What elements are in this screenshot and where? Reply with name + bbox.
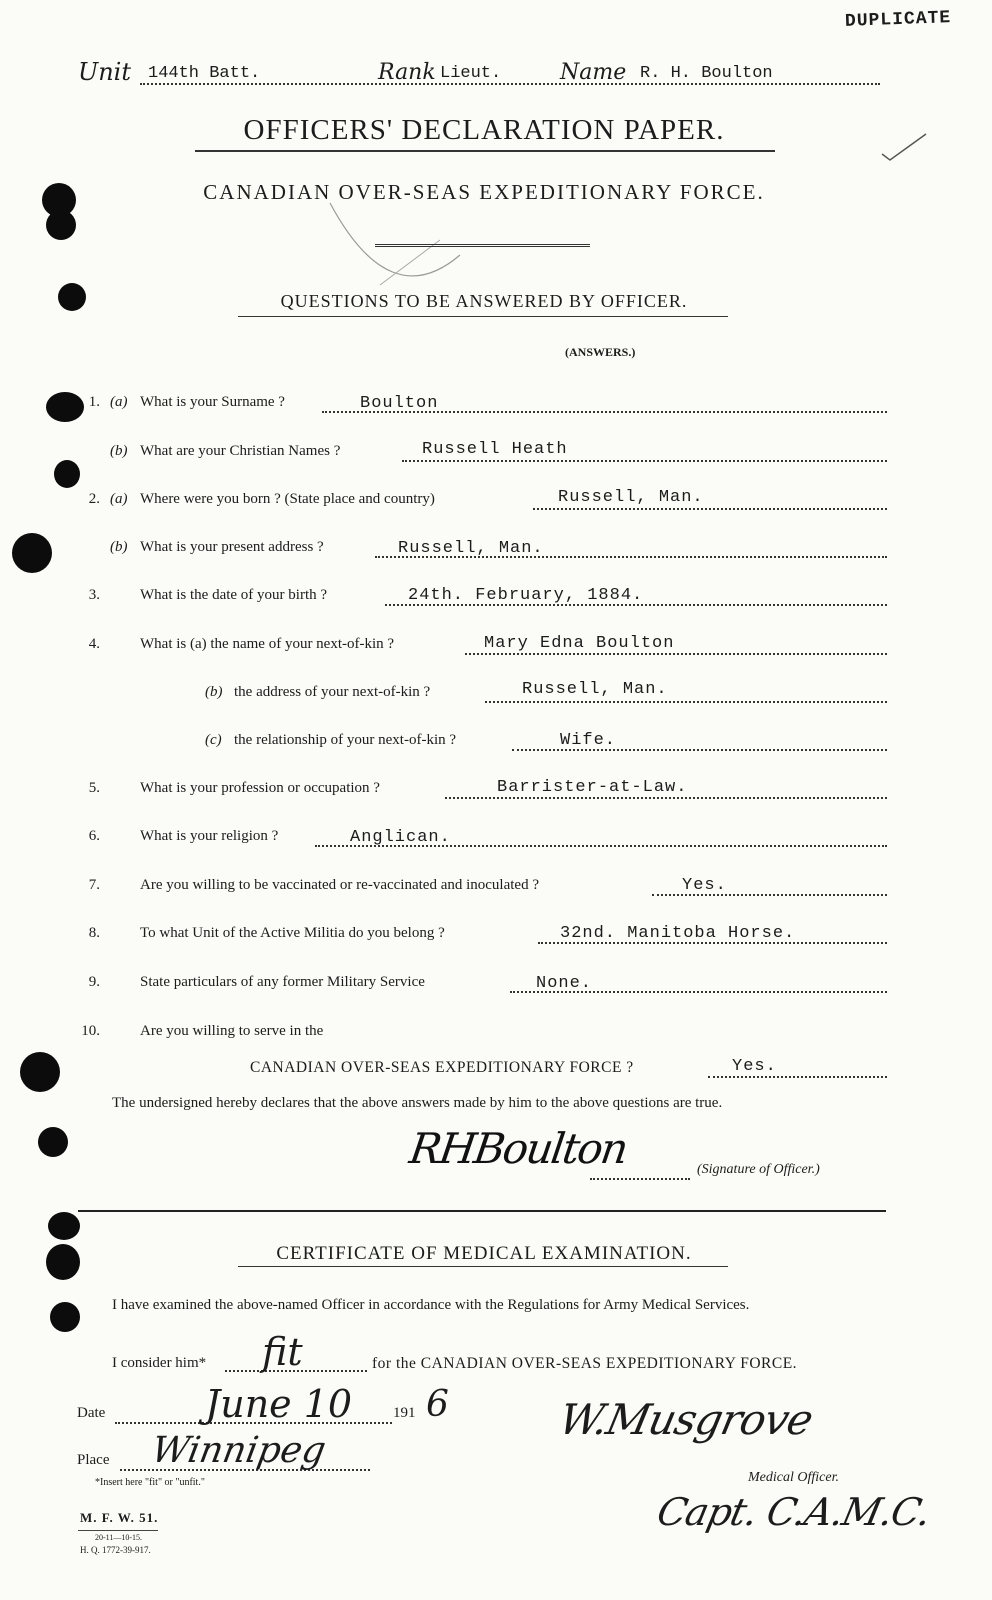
binder-hole <box>12 533 52 573</box>
name-value: R. H. Boulton <box>640 64 773 83</box>
question-number: 9. <box>88 974 100 990</box>
binder-hole <box>46 210 76 240</box>
binder-hole <box>50 1302 80 1332</box>
unit-label: Unit <box>78 58 132 86</box>
answer-occupation: Barrister-at-Law. <box>497 778 688 797</box>
question-number: 2. <box>88 491 100 507</box>
form-code-rule <box>78 1530 158 1531</box>
question-number: 1. <box>88 394 100 410</box>
answer-willing-to-serve: Yes. <box>732 1057 777 1076</box>
answer-line <box>533 508 887 510</box>
duplicate-stamp: DUPLICATE <box>844 8 952 32</box>
section-divider <box>78 1210 886 1212</box>
title-underline <box>195 150 775 152</box>
answer-line <box>465 653 887 655</box>
binder-hole <box>54 460 80 488</box>
answer-line <box>708 1076 887 1078</box>
question-subletter: (a) <box>110 491 128 507</box>
signature-line <box>590 1178 690 1180</box>
medical-heading: CERTIFICATE OF MEDICAL EXAMINATION. <box>276 1243 692 1264</box>
answer-line <box>402 460 887 462</box>
question-number: 3. <box>88 587 100 603</box>
answer-christian-names: Russell Heath <box>422 440 568 459</box>
medical-officer-signature: W.Musgrove <box>554 1395 817 1444</box>
officer-rank-signature: Capt. C.A.M.C. <box>653 1490 935 1534</box>
name-label: Name <box>560 60 627 85</box>
rank-label: Rank <box>378 60 436 85</box>
question-number: 8. <box>88 925 100 941</box>
medical-paragraph: I have examined the above-named Officer in accordance with the Regulations for Army Medical Services. <box>112 1297 750 1313</box>
answer-line <box>445 797 887 799</box>
question-subletter: (a) <box>110 394 128 410</box>
rank-value: Lieut. <box>440 64 502 83</box>
medical-officer-caption: Medical Officer. <box>748 1470 839 1485</box>
place-value: Winnipeg <box>148 1430 329 1471</box>
question-8-text: To what Unit of the Active Militia do you belong ? <box>140 925 445 941</box>
divider <box>375 244 590 247</box>
declaration-text: The undersigned hereby declares that the above answers made by him to the above questions are true. <box>112 1095 723 1111</box>
question-9-text: State particulars of any former Military Service <box>140 974 425 990</box>
page-subtitle: CANADIAN OVER-SEAS EXPEDITIONARY FORCE. <box>203 180 765 204</box>
question-3-text: What is the date of your birth ? <box>140 587 328 603</box>
date-label: Date <box>77 1405 106 1421</box>
officer-signature: RHBoulton <box>406 1124 630 1173</box>
year-suffix: 6 <box>426 1384 449 1425</box>
question-4b-text: the address of your next-of-kin ? <box>234 684 431 700</box>
consider-value: fit <box>262 1330 303 1374</box>
answer-next-of-kin-relationship: Wife. <box>560 731 617 750</box>
question-5-text: What is your profession or occupation ? <box>140 780 380 796</box>
answer-next-of-kin-address: Russell, Man. <box>522 680 668 699</box>
question-10-force: CANADIAN OVER-SEAS EXPEDITIONARY FORCE ? <box>250 1059 634 1076</box>
form-code: M. F. W. 51. <box>80 1510 159 1525</box>
answer-present-address: Russell, Man. <box>398 539 544 558</box>
answer-militia-unit: 32nd. Manitoba Horse. <box>560 924 796 943</box>
faint-ink-mark <box>320 195 470 305</box>
answer-former-service: None. <box>536 974 593 993</box>
binder-hole <box>20 1052 60 1092</box>
question-number: 6. <box>88 828 100 844</box>
page-title: OFFICERS' DECLARATION PAPER. <box>243 114 725 146</box>
question-7-text: Are you willing to be vaccinated or re-vaccinated and inoculated ? <box>140 877 539 893</box>
date-value: June 10 <box>205 1382 353 1426</box>
question-2b-text: What is your present address ? <box>140 539 324 555</box>
signature-caption: (Signature of Officer.) <box>697 1162 820 1177</box>
question-2a-text: Where were you born ? (State place and country) <box>140 491 435 507</box>
answer-birthplace: Russell, Man. <box>558 488 704 507</box>
heading-underline <box>238 316 728 317</box>
question-4c-text: the relationship of your next-of-kin ? <box>234 732 457 748</box>
answer-birth-date: 24th. February, 1884. <box>408 586 644 605</box>
place-label: Place <box>77 1452 110 1468</box>
binder-hole <box>48 1212 80 1240</box>
year-prefix: 191 <box>393 1405 416 1421</box>
answer-next-of-kin-name: Mary Edna Boulton <box>484 634 675 653</box>
question-4a-text: What is (a) the name of your next-of-kin ? <box>140 636 395 652</box>
consider-suffix: for the CANADIAN OVER-SEAS EXPEDITIONARY FORCE. <box>372 1355 798 1372</box>
question-number: 4. <box>88 636 100 652</box>
question-subletter: (b) <box>110 539 128 555</box>
unit-value: 144th Batt. <box>148 64 261 83</box>
questions-heading: QUESTIONS TO BE ANSWERED BY OFFICER. <box>280 291 688 311</box>
answer-surname: Boulton <box>360 394 439 413</box>
print-code: 20-11—10-15. <box>95 1533 143 1542</box>
fit-footnote: *Insert here "fit" or "unfit." <box>95 1477 205 1488</box>
question-subletter: (b) <box>110 443 128 459</box>
question-number: 5. <box>88 780 100 796</box>
question-subletter: (c) <box>205 732 222 748</box>
question-number: 7. <box>88 877 100 893</box>
hq-code: H. Q. 1772-39-917. <box>80 1545 151 1555</box>
answer-line <box>485 701 887 703</box>
question-10-text: Are you willing to serve in the <box>140 1023 324 1039</box>
medical-heading-underline <box>238 1266 728 1267</box>
question-number: 10. <box>81 1023 100 1039</box>
answers-label: (ANSWERS.) <box>565 345 636 359</box>
binder-hole <box>38 1127 68 1157</box>
answer-vaccination: Yes. <box>682 876 727 895</box>
consider-prefix: I consider him* <box>112 1355 207 1371</box>
header-rule <box>140 83 880 85</box>
question-1b-text: What are your Christian Names ? <box>140 443 341 459</box>
question-subletter: (b) <box>205 684 223 700</box>
answer-religion: Anglican. <box>350 828 451 847</box>
question-1a-text: What is your Surname ? <box>140 394 285 410</box>
question-6-text: What is your religion ? <box>140 828 279 844</box>
